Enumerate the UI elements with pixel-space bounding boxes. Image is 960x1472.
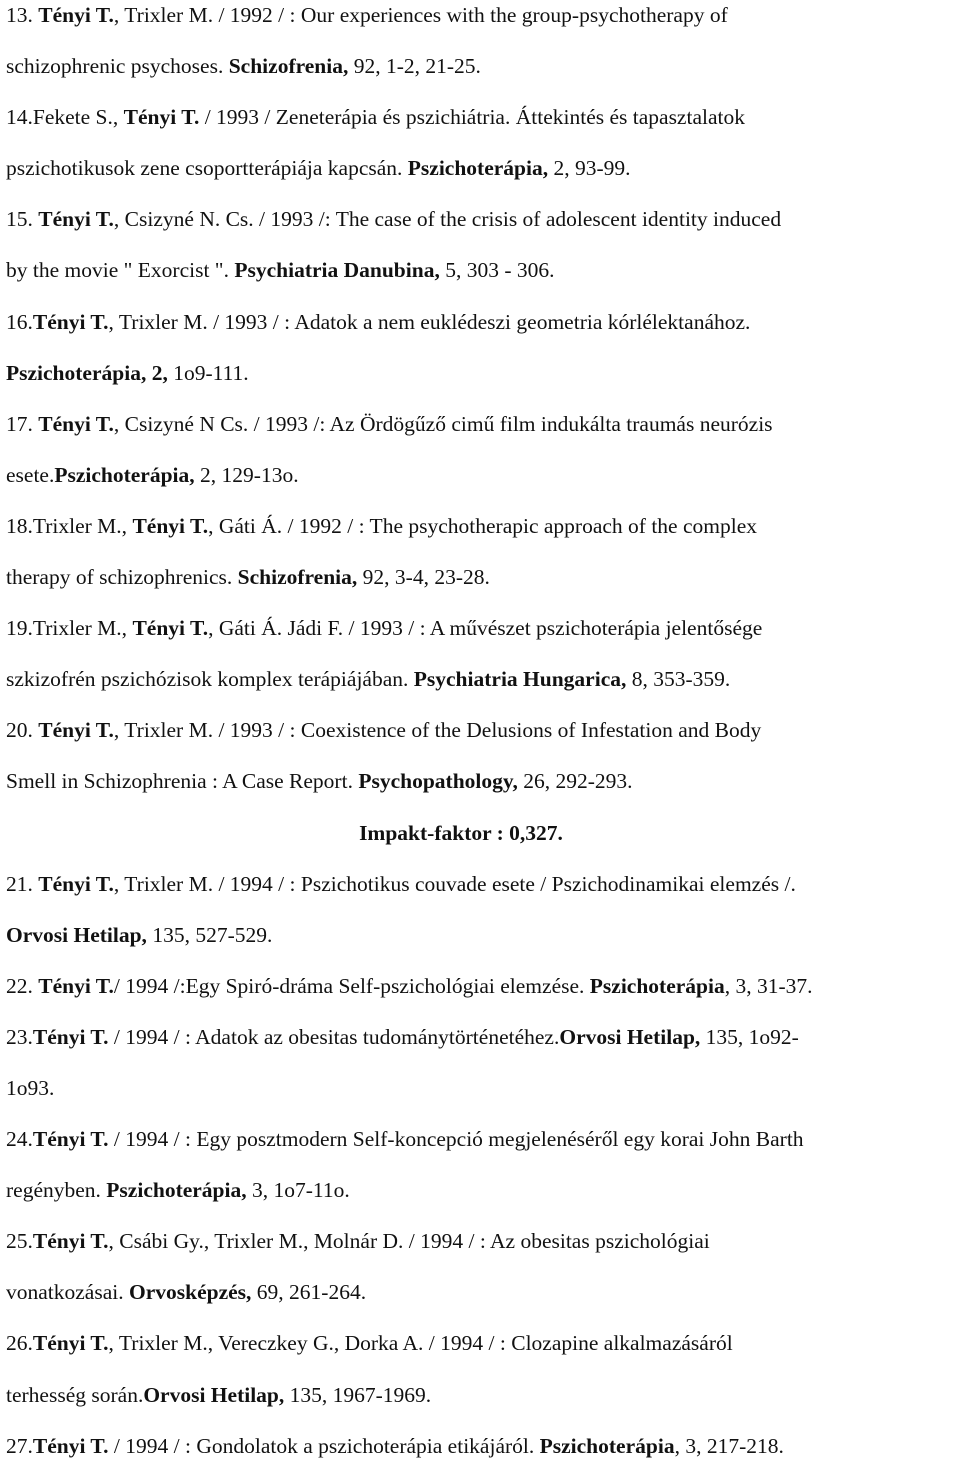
text-segment: esete. [6, 462, 55, 487]
text-segment: 2, 129-13o. [194, 462, 299, 487]
bold-text: Tényi T. [32, 1229, 109, 1254]
bold-text: Psychiatria Hungarica, [413, 667, 627, 692]
reference-line [6, 194, 956, 245]
bold-text: Schizofrenia, [237, 565, 358, 590]
text-segment: , Csábi Gy., Trixler M., Molnár D. / 1994 / : Az obesitas pszichológiai [108, 1229, 710, 1254]
text-segment: / 1994 / : Gondolatok a pszichoterápia etikájáról. [108, 1433, 540, 1458]
bold-text: Tényi T. [32, 1024, 109, 1049]
text-segment: , Trixler M. / 1992 / : Our experiences with the group-psychotherapy of [113, 3, 728, 27]
reference-line [6, 705, 956, 756]
bold-text: Orvosi Hetilap, [143, 1382, 285, 1407]
reference-line [6, 1012, 956, 1063]
reference-line [6, 1267, 956, 1318]
impact-factor-line [6, 808, 956, 859]
text-segment: , Gáti Á. / 1992 / : The psychotherapic approach of the complex [208, 513, 757, 538]
text-segment: therapy of schizophrenics. [6, 565, 238, 590]
bold-text: Tényi T. [32, 1127, 109, 1152]
bold-text: Impakt-faktor : 0,327. [359, 820, 563, 845]
bold-text: Tényi T. [32, 1433, 109, 1458]
reference-line [6, 1165, 956, 1216]
text-segment: 1o9-111. [167, 360, 249, 385]
bold-text: Tényi T. [123, 105, 200, 130]
text-segment: 135, 1o92- [700, 1024, 799, 1049]
bold-text: Orvosi Hetilap, [559, 1024, 701, 1049]
reference-line [6, 450, 956, 501]
reference-list [6, 0, 956, 1472]
text-segment: 1o93. [6, 1075, 55, 1100]
text-segment: , Csizyné N Cs. / 1993 /: Az Ördögűző cimű film indukálta traumás neurózis [113, 411, 773, 436]
text-segment: , Trixler M., Vereczkey G., Dorka A. / 1994 / : Clozapine alkalmazásáról [108, 1331, 733, 1356]
reference-line [6, 552, 956, 603]
text-segment: 26, 292-293. [517, 769, 633, 794]
text-segment: 27. [6, 1433, 33, 1458]
reference-line [6, 92, 956, 143]
bold-text: Tényi T. [38, 973, 114, 998]
text-segment: vonatkozásai. [6, 1280, 129, 1305]
text-segment: 25. [6, 1229, 33, 1254]
text-segment: 8, 353-359. [626, 667, 731, 692]
text-segment: 23. [6, 1024, 33, 1049]
bold-text: Psychiatria Danubina, [234, 258, 440, 283]
text-segment: , 3, 217-218. [674, 1433, 784, 1458]
bold-text: Schizofrenia, [228, 54, 349, 79]
bold-text: Orvosképzés, [129, 1280, 252, 1305]
text-segment: / 1993 / Zeneterápia és pszichiátria. Áttekintés és tapasztalatok [199, 105, 745, 130]
text-segment: , 3, 31-37. [724, 973, 813, 998]
text-segment: 18.Trixler M., [6, 513, 133, 538]
bold-text: Tényi T. [32, 309, 109, 334]
text-segment: pszichotikusok zene csoportterápiája kapcsán. [6, 156, 408, 181]
text-segment: regényben. [6, 1178, 107, 1203]
reference-line [6, 1063, 956, 1114]
text-segment: , Csizyné N. Cs. / 1993 /: The case of the crisis of adolescent identity induced [113, 207, 782, 232]
bold-text: Pszichoterápia, [407, 156, 549, 181]
text-segment: / 1994 / : Egy posztmodern Self-koncepció megjelenéséről egy korai John Barth [108, 1127, 804, 1152]
reference-line [6, 0, 956, 41]
reference-line [6, 961, 956, 1012]
reference-line [6, 603, 956, 654]
reference-line [6, 1370, 956, 1421]
text-segment: 19.Trixler M., [6, 616, 133, 641]
text-segment: 13. [6, 3, 39, 27]
text-segment: 135, 527-529. [146, 922, 273, 947]
bold-text: Pszichoterápia, 2, [6, 360, 168, 385]
text-segment: 92, 3-4, 23-28. [357, 565, 490, 590]
reference-line [6, 501, 956, 552]
text-segment: schizophrenic psychoses. [6, 54, 229, 79]
reference-line [6, 41, 956, 92]
reference-line [6, 910, 956, 961]
reference-line [6, 1421, 956, 1472]
bold-text: Tényi T. [38, 3, 114, 27]
text-segment: 69, 261-264. [251, 1280, 367, 1305]
bold-text: Tényi T. [132, 513, 209, 538]
text-segment: Smell in Schizophrenia : A Case Report. [6, 769, 359, 794]
bold-text: Tényi T. [38, 207, 114, 232]
text-segment: 16. [6, 309, 33, 334]
bold-text: Tényi T. [32, 1331, 109, 1356]
text-segment: , Gáti Á. Jádi F. / 1993 / : A művészet pszichoterápia jelentősége [208, 616, 763, 641]
reference-line [6, 654, 956, 705]
reference-line [6, 859, 956, 910]
bold-text: Tényi T. [38, 871, 114, 896]
text-segment: , Trixler M. / 1994 / : Pszichotikus couvade esete / Pszichodinamikai elemzés /. [113, 871, 796, 896]
reference-line [6, 399, 956, 450]
text-segment: 24. [6, 1127, 33, 1152]
text-segment: / 1994 /:Egy Spiró-dráma Self-pszichológiai elemzése. [113, 973, 590, 998]
text-segment: 20. [6, 718, 39, 743]
reference-line [6, 245, 956, 296]
text-segment: 92, 1-2, 21-25. [348, 54, 481, 79]
text-segment: 135, 1967-1969. [284, 1382, 432, 1407]
text-segment: terhesség során. [6, 1382, 144, 1407]
text-segment: 17. [6, 411, 39, 436]
bold-text: Pszichoterápia [589, 973, 725, 998]
bold-text: Psychopathology, [358, 769, 518, 794]
reference-line [6, 1216, 956, 1267]
text-segment: szkizofrén pszichózisok komplex terápiájában. [6, 667, 414, 692]
bold-text: Pszichoterápia, [54, 462, 195, 487]
reference-line [6, 1318, 956, 1369]
bold-text: Tényi T. [38, 411, 114, 436]
text-segment: / 1994 / : Adatok az obesitas tudománytörténetéhez. [108, 1024, 560, 1049]
reference-line [6, 756, 956, 807]
text-segment: 3, 1o7-11o. [246, 1178, 350, 1203]
reference-line [6, 1114, 956, 1165]
text-segment: , Trixler M. / 1993 / : Adatok a nem euklédeszi geometria kórlélektanához. [108, 309, 751, 334]
text-segment: 26. [6, 1331, 33, 1356]
text-segment: 15. [6, 207, 39, 232]
text-segment: , Trixler M. / 1993 / : Coexistence of the Delusions of Infestation and Body [113, 718, 762, 743]
text-segment: 2, 93-99. [548, 156, 631, 181]
text-segment: by the movie " Exorcist ". [6, 258, 235, 283]
bold-text: Orvosi Hetilap, [6, 922, 147, 947]
reference-line [6, 297, 956, 348]
text-segment: 22. [6, 973, 39, 998]
bold-text: Pszichoterápia [539, 1433, 675, 1458]
text-segment: 14.Fekete S., [6, 105, 124, 130]
bold-text: Pszichoterápia, [106, 1178, 247, 1203]
bold-text: Tényi T. [132, 616, 209, 641]
reference-line [6, 143, 956, 194]
bold-text: Tényi T. [38, 718, 114, 743]
text-segment: 21. [6, 871, 39, 896]
text-segment: 5, 303 - 306. [439, 258, 555, 283]
reference-line [6, 348, 956, 399]
